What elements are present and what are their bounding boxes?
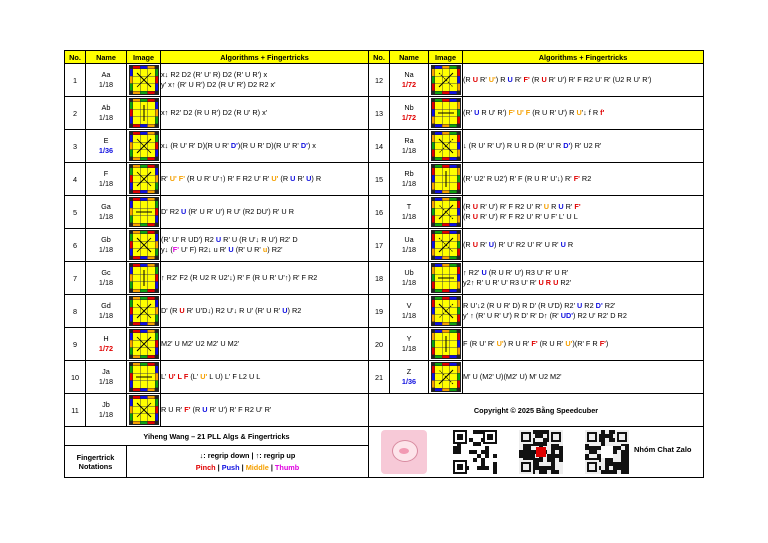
case-name [390,130,429,163]
case-label: Aa [101,70,111,79]
case-image [127,130,161,163]
case-probability: 1/36 [401,377,417,386]
case-probability: 1/18 [401,179,417,188]
case-number: 15 [369,163,390,196]
thumb-label: Thumb [274,462,300,472]
pll-table [64,50,704,478]
qr-area [369,427,704,478]
case-label: Ra [404,136,414,145]
case-label: Ga [101,202,111,211]
header-image: Image [127,51,161,64]
algorithm-cell [463,97,704,130]
case-number: 16 [369,196,390,229]
algorithm-line: R' U' F' (R U R' U'↑) R' F R2 U' R' U' (R U R' U) R [161,174,322,183]
case-probability: 1/18 [98,179,114,188]
cube-diagram-icon [431,98,461,128]
header-image: Image [429,51,463,64]
cube-diagram-icon [129,197,159,227]
algorithm-cell [161,295,369,328]
cube-diagram-icon [431,362,461,392]
algorithm-line: ↓ (R U' R' U') R U R D (R' U' R D') R' U2 R' [463,141,602,150]
case-label: Ua [404,235,414,244]
case-number: 14 [369,130,390,163]
algorithm-line: R U R' F' (R U R' U') R' F R2 U' R' [161,405,272,414]
table-row [65,262,704,295]
algorithm-line: (R U R' U') R U R' F' (R U R' U') R' F R2 U' R' (U2 R U' R') [463,75,652,84]
algorithm-cell [161,328,369,361]
algorithm-cell [161,64,369,97]
case-label: Rb [404,169,414,178]
case-probability: 1/18 [401,344,417,353]
middle-label: Middle [245,462,269,472]
case-label: Ja [102,367,110,376]
cube-diagram-icon [129,395,159,425]
case-label: V [406,301,412,310]
case-number: 4 [65,163,86,196]
case-probability: 1/18 [98,80,114,89]
case-number: 18 [369,262,390,295]
algorithm-cell [463,295,704,328]
case-name [86,394,127,427]
header-name: Name [86,51,127,64]
qr-code-icon[interactable] [453,430,497,474]
case-label: F [103,169,109,178]
case-image [127,262,161,295]
header-row [65,51,704,64]
case-number: 3 [65,130,86,163]
case-label: Na [404,70,414,79]
algorithm-line: y' x↑ (R' U R') D2 (R U' R') D2 R2 x' [161,80,276,89]
case-name [390,64,429,97]
algorithm-line: F (R U' R' U') R U R' F' (R U R' U')(R' F R F') [463,339,609,348]
case-label: Gd [101,301,111,310]
case-image [127,97,161,130]
case-probability: 1/18 [401,311,417,320]
case-name [390,229,429,262]
case-name [86,196,127,229]
case-name [86,130,127,163]
case-label: Jb [102,400,110,409]
algorithm-line: x↓ R2 D2 (R' U' R) D2 (R' U R') x [161,70,268,79]
notation-label: Fingertrick Notations [65,446,127,478]
cube-diagram-icon [129,98,159,128]
case-probability: 1/18 [98,311,114,320]
case-probability: 1/72 [401,80,417,89]
finger-legend: Pinch | Push | Middle | Thumb [195,462,300,472]
algorithm-line: (R U R' U') R' F R2 U' R' U F' L' U L [463,212,578,221]
case-probability: 1/72 [401,113,417,122]
case-probability: 1/18 [98,377,114,386]
case-number: 17 [369,229,390,262]
case-image [127,196,161,229]
header-algorithms: Algorithms + Fingertricks [463,51,704,64]
case-image [127,361,161,394]
case-label: E [103,136,109,145]
algorithm-line: y2↑ R' U R' U' R3 U' R' U R U R2' [463,278,572,287]
algorithm-cell [161,196,369,229]
cube-diagram-icon [129,263,159,293]
case-probability: 1/18 [401,245,417,254]
table-row [65,64,704,97]
algorithm-line: M2' U M2' U2 M2' U M2' [161,339,240,348]
header-no: No. [369,51,390,64]
case-name [86,295,127,328]
case-label: Nb [404,103,414,112]
algorithm-line: (R U R' U) R' U' R2 U' R' U R' U R [463,240,574,249]
table-row [65,229,704,262]
footer-row [65,427,704,446]
algorithm-cell [161,97,369,130]
case-image [429,295,463,328]
case-number: 9 [65,328,86,361]
algorithm-cell [463,328,704,361]
case-label: T [406,202,412,211]
algorithm-cell [161,229,369,262]
case-label: Ub [404,268,414,277]
cube-diagram-icon [129,164,159,194]
algorithm-line: (R U R' U') R' F R2 U' R' U R U R' F' [463,202,581,211]
case-probability: 1/18 [98,212,114,221]
header-algorithms: Algorithms + Fingertricks [161,51,369,64]
algorithm-line: (R' U2' R U2') R' F (R U R' U'↓) R' F' R2 [463,174,592,183]
case-probability: 1/18 [401,278,417,287]
case-name [86,229,127,262]
case-probability: 1/18 [98,410,114,419]
algorithm-cell [161,361,369,394]
table-row [65,394,704,427]
algorithm-line: D' R2 U (R' U R' U') R U' (R2 DU') R' U R [161,207,295,216]
case-image [429,196,463,229]
notation-legend [127,446,369,478]
algorithm-line: y↓ (F' U' F) R2↓ u R' U (R' U R' u) R2' [161,245,283,254]
case-image [429,97,463,130]
case-number: 6 [65,229,86,262]
algorithm-cell [161,163,369,196]
case-number: 11 [65,394,86,427]
algorithm-line: x↓ (R U' R' D)(R U R' D')(R U R' D)(R U' R' D') x [161,141,316,150]
cube-diagram-icon [431,131,461,161]
cube-diagram-icon [431,296,461,326]
cube-diagram-icon [431,65,461,95]
cube-diagram-icon [129,362,159,392]
case-number: 1 [65,64,86,97]
pig-logo-icon [381,430,427,474]
algorithm-line: (R' U R U' R') F' U' F (R U R' U') R U'↓ f R f' [463,108,605,117]
case-image [127,295,161,328]
zalo-group-label: Nhóm Chat Zalo [634,445,692,454]
case-number: 20 [369,328,390,361]
table-row [65,97,704,130]
algorithm-cell [463,130,704,163]
case-name [86,64,127,97]
regrip-legend: ↓: regrip down | ↑: regrip up [199,450,296,460]
case-number: 2 [65,97,86,130]
algorithm-line: ↑ R2' U (R U R' U') R3 U' R' U R' [463,268,569,277]
algorithm-cell [463,361,704,394]
cube-diagram-icon [431,230,461,260]
algorithm-line: x↑ R2' D2 (R U R') D2 (R U' R) x' [161,108,268,117]
algorithm-line: D' (R U R' U'D↓) R2 U'↓ R U' (R' U R' U) R2 [161,306,302,315]
algorithm-cell [463,229,704,262]
case-image [127,163,161,196]
copyright: Copyright © 2025 Bằng Speedcuber [369,394,704,427]
case-name [390,328,429,361]
algorithm-cell [463,64,704,97]
pinch-label: Pinch [195,462,216,472]
cube-diagram-icon [431,164,461,194]
algorithm-line: L' U' L F (L' U' L U) L' F L2 U L [161,372,261,381]
zalo-qr-code-icon[interactable] [585,430,629,474]
case-number: 12 [369,64,390,97]
table-row [65,163,704,196]
case-probability: 1/18 [98,113,114,122]
case-image [127,64,161,97]
case-image [429,130,463,163]
case-number: 21 [369,361,390,394]
cube-diagram-icon [129,131,159,161]
case-label: Ab [101,103,111,112]
case-image [127,394,161,427]
push-label: Push [221,462,240,472]
algorithm-line: (R' U' R UD') R2 U R' U (R U'↓ R U') R2' D [161,235,298,244]
case-image [429,229,463,262]
table-row [65,361,704,394]
case-number: 13 [369,97,390,130]
cube-diagram-icon [431,329,461,359]
cube-diagram-icon [129,296,159,326]
case-label: Gc [101,268,111,277]
algorithm-cell [161,394,369,427]
case-image [127,328,161,361]
case-label: Z [406,367,412,376]
algorithm-cell [463,262,704,295]
case-name [86,328,127,361]
case-number: 7 [65,262,86,295]
case-image [429,361,463,394]
algorithm-line: y' ↑ (R' U R' U') R D' R' D↑ (R' UD') R2 U' R2' D R2 [463,311,627,320]
case-label: H [103,334,109,343]
case-name [390,97,429,130]
table-row [65,196,704,229]
case-probability: 1/36 [98,146,114,155]
algorithm-cell [161,130,369,163]
case-probability: 1/18 [401,212,417,221]
case-image [429,64,463,97]
case-image [429,262,463,295]
header-no: No. [65,51,86,64]
case-label: Y [406,334,412,343]
case-name [390,262,429,295]
case-number: 19 [369,295,390,328]
case-name [86,361,127,394]
case-probability: 1/72 [98,344,114,353]
case-name [86,97,127,130]
table-row [65,328,704,361]
case-probability: 1/18 [401,146,417,155]
case-name [86,163,127,196]
case-name [390,163,429,196]
sheet-title: Yiheng Wang – 21 PLL Algs & Fingertricks [65,427,369,446]
algorithm-line: ↑ R2' F2 (R U2 R U2'↓) R' F (R U R' U'↑) R' F R2 [161,273,318,282]
header-name: Name [390,51,429,64]
cube-diagram-icon [431,263,461,293]
cube-diagram-icon [129,329,159,359]
cube-diagram-icon [129,65,159,95]
case-label: Gb [101,235,111,244]
case-number: 8 [65,295,86,328]
algorithm-line: R U'↓2 (R U R' D) R D' (R U'D) R2' U R2 D' R2' [463,301,616,310]
cube-diagram-icon [129,230,159,260]
case-name [390,295,429,328]
table-row [65,295,704,328]
algorithm-cell [161,262,369,295]
table-row [65,130,704,163]
case-image [127,229,161,262]
algorithm-cell [463,163,704,196]
case-number: 5 [65,196,86,229]
case-number: 10 [65,361,86,394]
case-image [429,328,463,361]
case-probability: 1/18 [98,278,114,287]
case-image [429,163,463,196]
cube-diagram-icon [431,197,461,227]
case-name [86,262,127,295]
pll-sheet [64,50,703,492]
algorithm-cell [463,196,704,229]
qr-code-icon[interactable] [519,430,563,474]
algorithm-line: M' U (M2' U)(M2' U) M' U2 M2' [463,372,562,381]
case-name [390,196,429,229]
case-name [390,361,429,394]
case-probability: 1/18 [98,245,114,254]
